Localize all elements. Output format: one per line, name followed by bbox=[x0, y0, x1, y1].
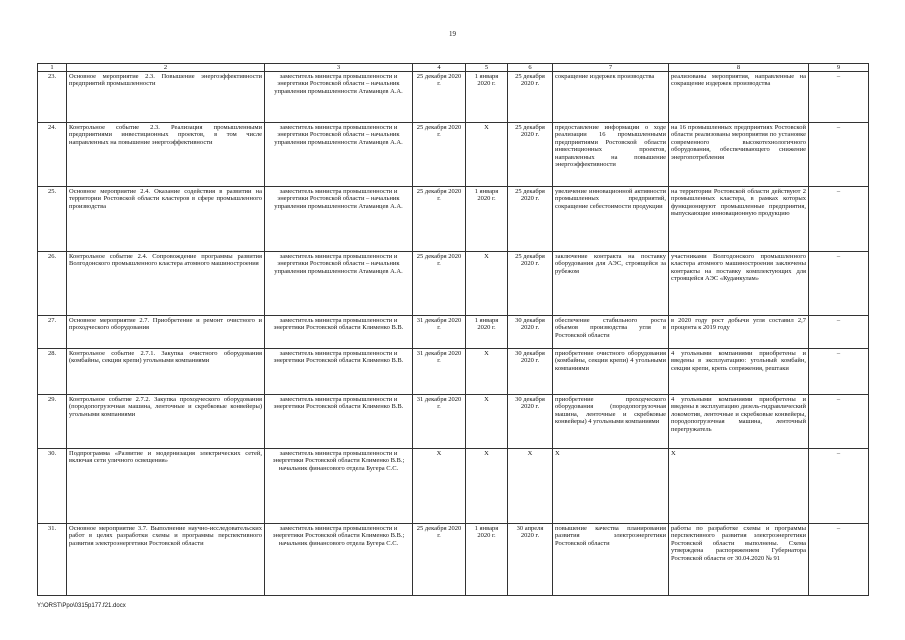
row-number-cell: 29. bbox=[38, 395, 67, 449]
end-date-cell: 30 апреля 2020 г. bbox=[508, 524, 553, 596]
problems-cell: – bbox=[809, 187, 869, 252]
row-number-cell: 23. bbox=[38, 72, 67, 123]
end-date-cell: 25 декабря 2020 г. bbox=[508, 123, 553, 187]
row-number-cell: 27. bbox=[38, 316, 67, 349]
achieved-result-cell: 4 угольными компаниями приобретены и введены в эксплуатацию: угольный комбайн, секции крепи, крепь сопряжения, рештаки bbox=[669, 349, 809, 395]
column-number: 5 bbox=[466, 64, 508, 72]
event-name-cell: Подпрограмма «Развитие и модернизация электрических сетей, включая сети уличного освещения» bbox=[67, 449, 265, 524]
row-number-cell: 24. bbox=[38, 123, 67, 187]
planned-start-date-cell: 31 декабря 2020 г. bbox=[413, 316, 466, 349]
achieved-result-cell: на 16 промышленных предприятиях Ростовской области реализованы мероприятия по установке современного высокотехнологичного оборудования, обеспечивающего снижение энергопотребления bbox=[669, 123, 809, 187]
table-row bbox=[38, 449, 869, 524]
column-number-row bbox=[38, 64, 869, 72]
table-row bbox=[38, 187, 869, 252]
expected-result-cell: приобретение проходческого оборудования (породопогрузочная машина, ленточные и скребковые конвейеры) 4 угольными компаниями bbox=[553, 395, 669, 449]
responsible-person-cell: заместитель министра промышленности и энергетики Ростовской области Клименко В.В. bbox=[265, 349, 413, 395]
expected-result-cell: заключение контракта на поставку оборудования для АЭС, строящейся за рубежом bbox=[553, 252, 669, 316]
planned-start-date-cell: X bbox=[413, 449, 466, 524]
expected-result-cell: увеличение инновационной активности промышленных предприятий, сокращение себестоимости продукции bbox=[553, 187, 669, 252]
event-name-cell: Основное мероприятие 2.3. Повышение энергоэффективности предприятий промышленности bbox=[67, 72, 265, 123]
achieved-result-cell: на территории Ростовской области действуют 2 промышленных кластера, в рамках которых функционируют промышленные предприятия, выпускающие инновационную продукцию bbox=[669, 187, 809, 252]
column-number: 8 bbox=[669, 64, 809, 72]
achieved-result-cell: участниками Волгодонского промышленного кластера атомного машиностроения заключены контракты на поставку комплектующих для строящейся АЭС «Куданкулам» bbox=[669, 252, 809, 316]
responsible-person-cell: заместитель министра промышленности и энергетики Ростовской области Клименко В.В. bbox=[265, 316, 413, 349]
actual-start-date-cell: X bbox=[466, 449, 508, 524]
column-number: 9 bbox=[809, 64, 869, 72]
problems-cell: – bbox=[809, 395, 869, 449]
column-number: 1 bbox=[38, 64, 67, 72]
column-number: 2 bbox=[67, 64, 265, 72]
expected-result-cell: предоставление информации о ходе реализации 16 промышленными предприятиями Ростовской области инвестиционных проектов, направленных на повышение энергоэффективности bbox=[553, 123, 669, 187]
expected-result-cell: приобретение очистного оборудования (комбайны, секции крепи) 4 угольными компаниями bbox=[553, 349, 669, 395]
planned-start-date-cell: 25 декабря 2020 г. bbox=[413, 252, 466, 316]
table-row bbox=[38, 123, 869, 187]
planned-start-date-cell: 25 декабря 2020 г. bbox=[413, 123, 466, 187]
expected-result-cell: сокращение издержек производства bbox=[553, 72, 669, 123]
column-number: 3 bbox=[265, 64, 413, 72]
achieved-result-cell: реализованы мероприятия, направленные на сокращение издержек производства bbox=[669, 72, 809, 123]
column-number: 4 bbox=[413, 64, 466, 72]
table-row bbox=[38, 316, 869, 349]
responsible-person-cell: заместитель министра промышленности и энергетики Ростовской области – начальник управления промышленности Атаманцев А.А. bbox=[265, 72, 413, 123]
end-date-cell: 30 декабря 2020 г. bbox=[508, 349, 553, 395]
file-path-footer: Y:\ORST\Ppo\0315p177.f21.docx bbox=[37, 603, 126, 609]
planned-start-date-cell: 25 декабря 2020 г. bbox=[413, 187, 466, 252]
row-number-cell: 26. bbox=[38, 252, 67, 316]
problems-cell: – bbox=[809, 252, 869, 316]
table-row bbox=[38, 72, 869, 123]
responsible-person-cell: заместитель министра промышленности и энергетики Ростовской области Клименко В.В. bbox=[265, 395, 413, 449]
planned-start-date-cell: 31 декабря 2020 г. bbox=[413, 395, 466, 449]
problems-cell: – bbox=[809, 449, 869, 524]
table-row bbox=[38, 349, 869, 395]
end-date-cell: 30 декабря 2020 г. bbox=[508, 316, 553, 349]
expected-result-cell: повышение качества планирования развития электроэнергетики Ростовской области bbox=[553, 524, 669, 596]
achieved-result-cell: 4 угольными компаниями приобретены и введены в эксплуатацию дизель-гидравлический локомотив, ленточные и скребковые конвейеры, породопогрузочная машина, ленточный перегружатель bbox=[669, 395, 809, 449]
achieved-result-cell: X bbox=[669, 449, 809, 524]
problems-cell: – bbox=[809, 349, 869, 395]
end-date-cell: 30 декабря 2020 г. bbox=[508, 395, 553, 449]
problems-cell: – bbox=[809, 524, 869, 596]
actual-start-date-cell: 1 января 2020 г. bbox=[466, 72, 508, 123]
responsible-person-cell: заместитель министра промышленности и энергетики Ростовской области – начальник управления промышленности Атаманцев А.А. bbox=[265, 187, 413, 252]
actual-start-date-cell: X bbox=[466, 395, 508, 449]
row-number-cell: 31. bbox=[38, 524, 67, 596]
expected-result-cell: обеспечение стабильного роста объемов производства угля в Ростовской области bbox=[553, 316, 669, 349]
end-date-cell: 25 декабря 2020 г. bbox=[508, 72, 553, 123]
row-number-cell: 25. bbox=[38, 187, 67, 252]
event-name-cell: Контрольное событие 2.7.1. Закупка очистного оборудования (комбайны, секции крепи) угольными компаниями bbox=[67, 349, 265, 395]
planned-start-date-cell: 25 декабря 2020 г. bbox=[413, 524, 466, 596]
responsible-person-cell: заместитель министра промышленности и энергетики Ростовской области – начальник управления промышленности Атаманцев А.А. bbox=[265, 252, 413, 316]
end-date-cell: 25 декабря 2020 г. bbox=[508, 252, 553, 316]
responsible-person-cell: заместитель министра промышленности и энергетики Ростовской области Клименко В.В.; начальник финансового отдела Бугера С.С. bbox=[265, 449, 413, 524]
actual-start-date-cell: X bbox=[466, 123, 508, 187]
event-name-cell: Основное мероприятие 3.7. Выполнение научно-исследовательских работ в целях разработки схемы и программы перспективного развития электроэнергетики Ростовской области bbox=[67, 524, 265, 596]
event-name-cell: Основное мероприятие 2.7. Приобретение и ремонт очистного и проходческого оборудования bbox=[67, 316, 265, 349]
responsible-person-cell: заместитель министра промышленности и энергетики Ростовской области Клименко В.В.; начальник финансового отдела Бугера С.С. bbox=[265, 524, 413, 596]
end-date-cell: X bbox=[508, 449, 553, 524]
expected-result-cell: X bbox=[553, 449, 669, 524]
page-number: 19 bbox=[449, 30, 456, 38]
row-number-cell: 28. bbox=[38, 349, 67, 395]
responsible-person-cell: заместитель министра промышленности и энергетики Ростовской области – начальник управления промышленности Атаманцев А.А. bbox=[265, 123, 413, 187]
event-name-cell: Основное мероприятие 2.4. Оказание содействия в развитии на территории Ростовской области кластеров в сфере промышленного производства bbox=[67, 187, 265, 252]
actual-start-date-cell: 1 января 2020 г. bbox=[466, 316, 508, 349]
actual-start-date-cell: X bbox=[466, 252, 508, 316]
planned-start-date-cell: 25 декабря 2020 г. bbox=[413, 72, 466, 123]
row-number-cell: 30. bbox=[38, 449, 67, 524]
event-name-cell: Контрольное событие 2.4. Сопровождение программы развития Волгодонского промышленного кластера атомного машиностроения bbox=[67, 252, 265, 316]
planned-start-date-cell: 31 декабря 2020 г. bbox=[413, 349, 466, 395]
event-name-cell: Контрольное событие 2.3. Реализация промышленными предприятиями инвестиционных проектов, в том числе направленных на повышение энергоэффективности bbox=[67, 123, 265, 187]
event-name-cell: Контрольное событие 2.7.2. Закупка проходческого оборудования (породопогрузочная машина, ленточные и скребковые конвейеры) угольными компаниями bbox=[67, 395, 265, 449]
end-date-cell: 25 декабря 2020 г. bbox=[508, 187, 553, 252]
problems-cell: – bbox=[809, 316, 869, 349]
actual-start-date-cell: 1 января 2020 г. bbox=[466, 524, 508, 596]
actual-start-date-cell: X bbox=[466, 349, 508, 395]
column-number: 7 bbox=[553, 64, 669, 72]
report-table bbox=[37, 63, 869, 596]
achieved-result-cell: работы по разработке схемы и программы перспективного развития электроэнергетики Ростовской области выполнены. Схема утверждена распоряжением Губернатора Ростовской области от 30.04.2020 № 91 bbox=[669, 524, 809, 596]
table-row bbox=[38, 524, 869, 596]
problems-cell: – bbox=[809, 123, 869, 187]
actual-start-date-cell: 1 января 2020 г. bbox=[466, 187, 508, 252]
achieved-result-cell: в 2020 году рост добычи угля составил 2,7 процента к 2019 году bbox=[669, 316, 809, 349]
table-row bbox=[38, 395, 869, 449]
column-number: 6 bbox=[508, 64, 553, 72]
table-row bbox=[38, 252, 869, 316]
problems-cell: – bbox=[809, 72, 869, 123]
